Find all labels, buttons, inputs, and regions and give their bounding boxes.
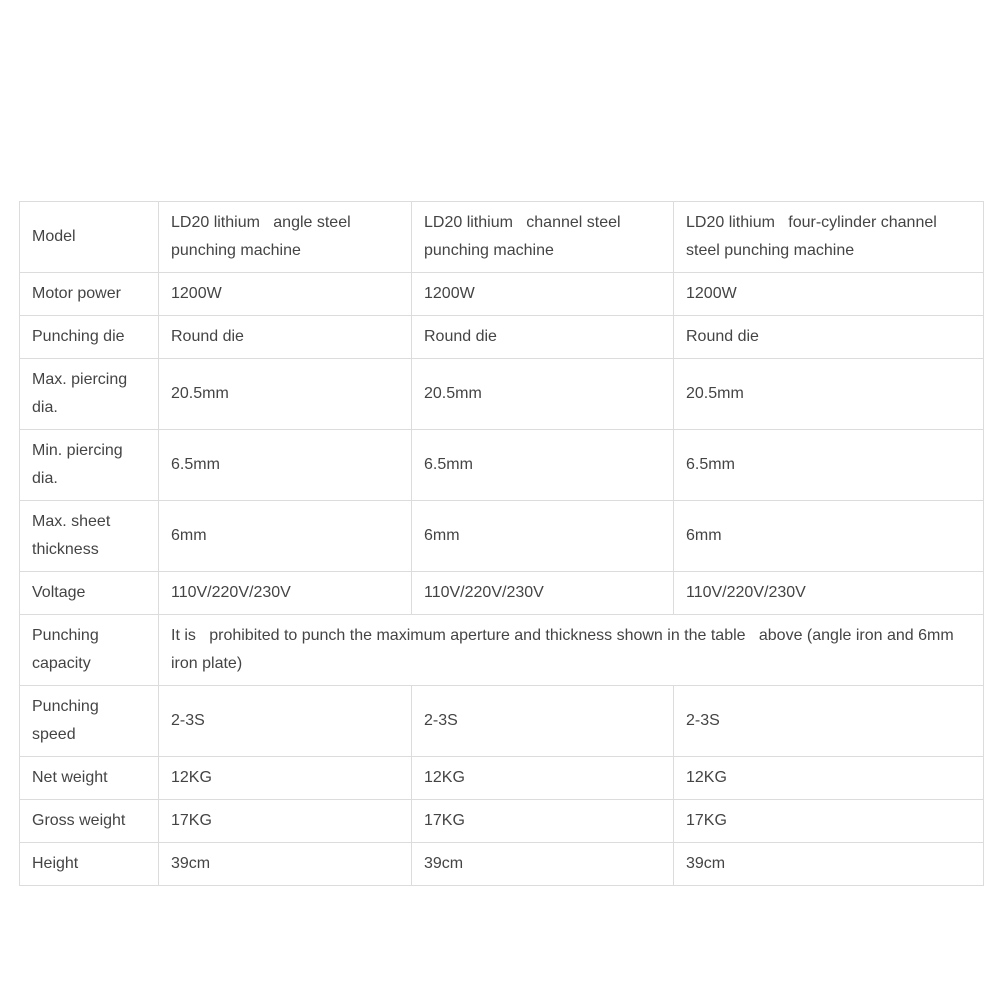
table-row-model — [20, 202, 984, 273]
model-cell: LD20 lithium four-cylinder channel steel punching machine — [674, 202, 984, 273]
table-row-motor-power — [20, 273, 984, 316]
table-cell: 2-3S — [674, 686, 984, 757]
table-cell: 12KG — [674, 757, 984, 800]
table-row-max-piercing-dia — [20, 359, 984, 430]
table-cell: 6.5mm — [674, 430, 984, 501]
table-cell: 6mm — [159, 501, 412, 572]
table-cell: Round die — [159, 316, 412, 359]
table-cell: 17KG — [412, 800, 674, 843]
merged-note-cell: It is prohibited to punch the maximum aperture and thickness shown in the table above (angle iron and 6mm iron plate) — [159, 615, 984, 686]
table-cell: 110V/220V/230V — [412, 572, 674, 615]
table-cell: 6mm — [674, 501, 984, 572]
row-label: Punching capacity — [20, 615, 159, 686]
table-row-punching-capacity — [20, 615, 984, 686]
row-label: Min. piercing dia. — [20, 430, 159, 501]
table-row-voltage — [20, 572, 984, 615]
table-cell: 110V/220V/230V — [159, 572, 412, 615]
table-cell: 6.5mm — [412, 430, 674, 501]
table-row-max-sheet-thickness — [20, 501, 984, 572]
table-row-punching-die — [20, 316, 984, 359]
table-cell: 12KG — [159, 757, 412, 800]
table-cell: 20.5mm — [674, 359, 984, 430]
table-cell: 6.5mm — [159, 430, 412, 501]
table-cell: 39cm — [674, 843, 984, 886]
table-cell: 2-3S — [159, 686, 412, 757]
table-cell: Round die — [674, 316, 984, 359]
table-cell: 1200W — [412, 273, 674, 316]
row-label: Height — [20, 843, 159, 886]
row-label: Max. piercing dia. — [20, 359, 159, 430]
table-cell: 1200W — [674, 273, 984, 316]
table-cell: 17KG — [159, 800, 412, 843]
row-label: Voltage — [20, 572, 159, 615]
table-cell: 20.5mm — [159, 359, 412, 430]
row-label: Model — [20, 202, 159, 273]
row-label: Max. sheet thickness — [20, 501, 159, 572]
spec-table — [19, 201, 984, 886]
model-cell: LD20 lithium angle steel punching machine — [159, 202, 412, 273]
table-row-net-weight — [20, 757, 984, 800]
row-label: Net weight — [20, 757, 159, 800]
table-cell: 6mm — [412, 501, 674, 572]
table-row-gross-weight — [20, 800, 984, 843]
table-row-height — [20, 843, 984, 886]
row-label: Punching die — [20, 316, 159, 359]
row-label: Punching speed — [20, 686, 159, 757]
row-label: Motor power — [20, 273, 159, 316]
table-cell: 39cm — [412, 843, 674, 886]
table-cell: 2-3S — [412, 686, 674, 757]
table-row-punching-speed — [20, 686, 984, 757]
table-cell: 12KG — [412, 757, 674, 800]
model-cell: LD20 lithium channel steel punching machine — [412, 202, 674, 273]
table-row-min-piercing-dia — [20, 430, 984, 501]
table-cell: Round die — [412, 316, 674, 359]
table-cell: 17KG — [674, 800, 984, 843]
table-cell: 110V/220V/230V — [674, 572, 984, 615]
table-cell: 20.5mm — [412, 359, 674, 430]
row-label: Gross weight — [20, 800, 159, 843]
table-cell: 1200W — [159, 273, 412, 316]
table-cell: 39cm — [159, 843, 412, 886]
